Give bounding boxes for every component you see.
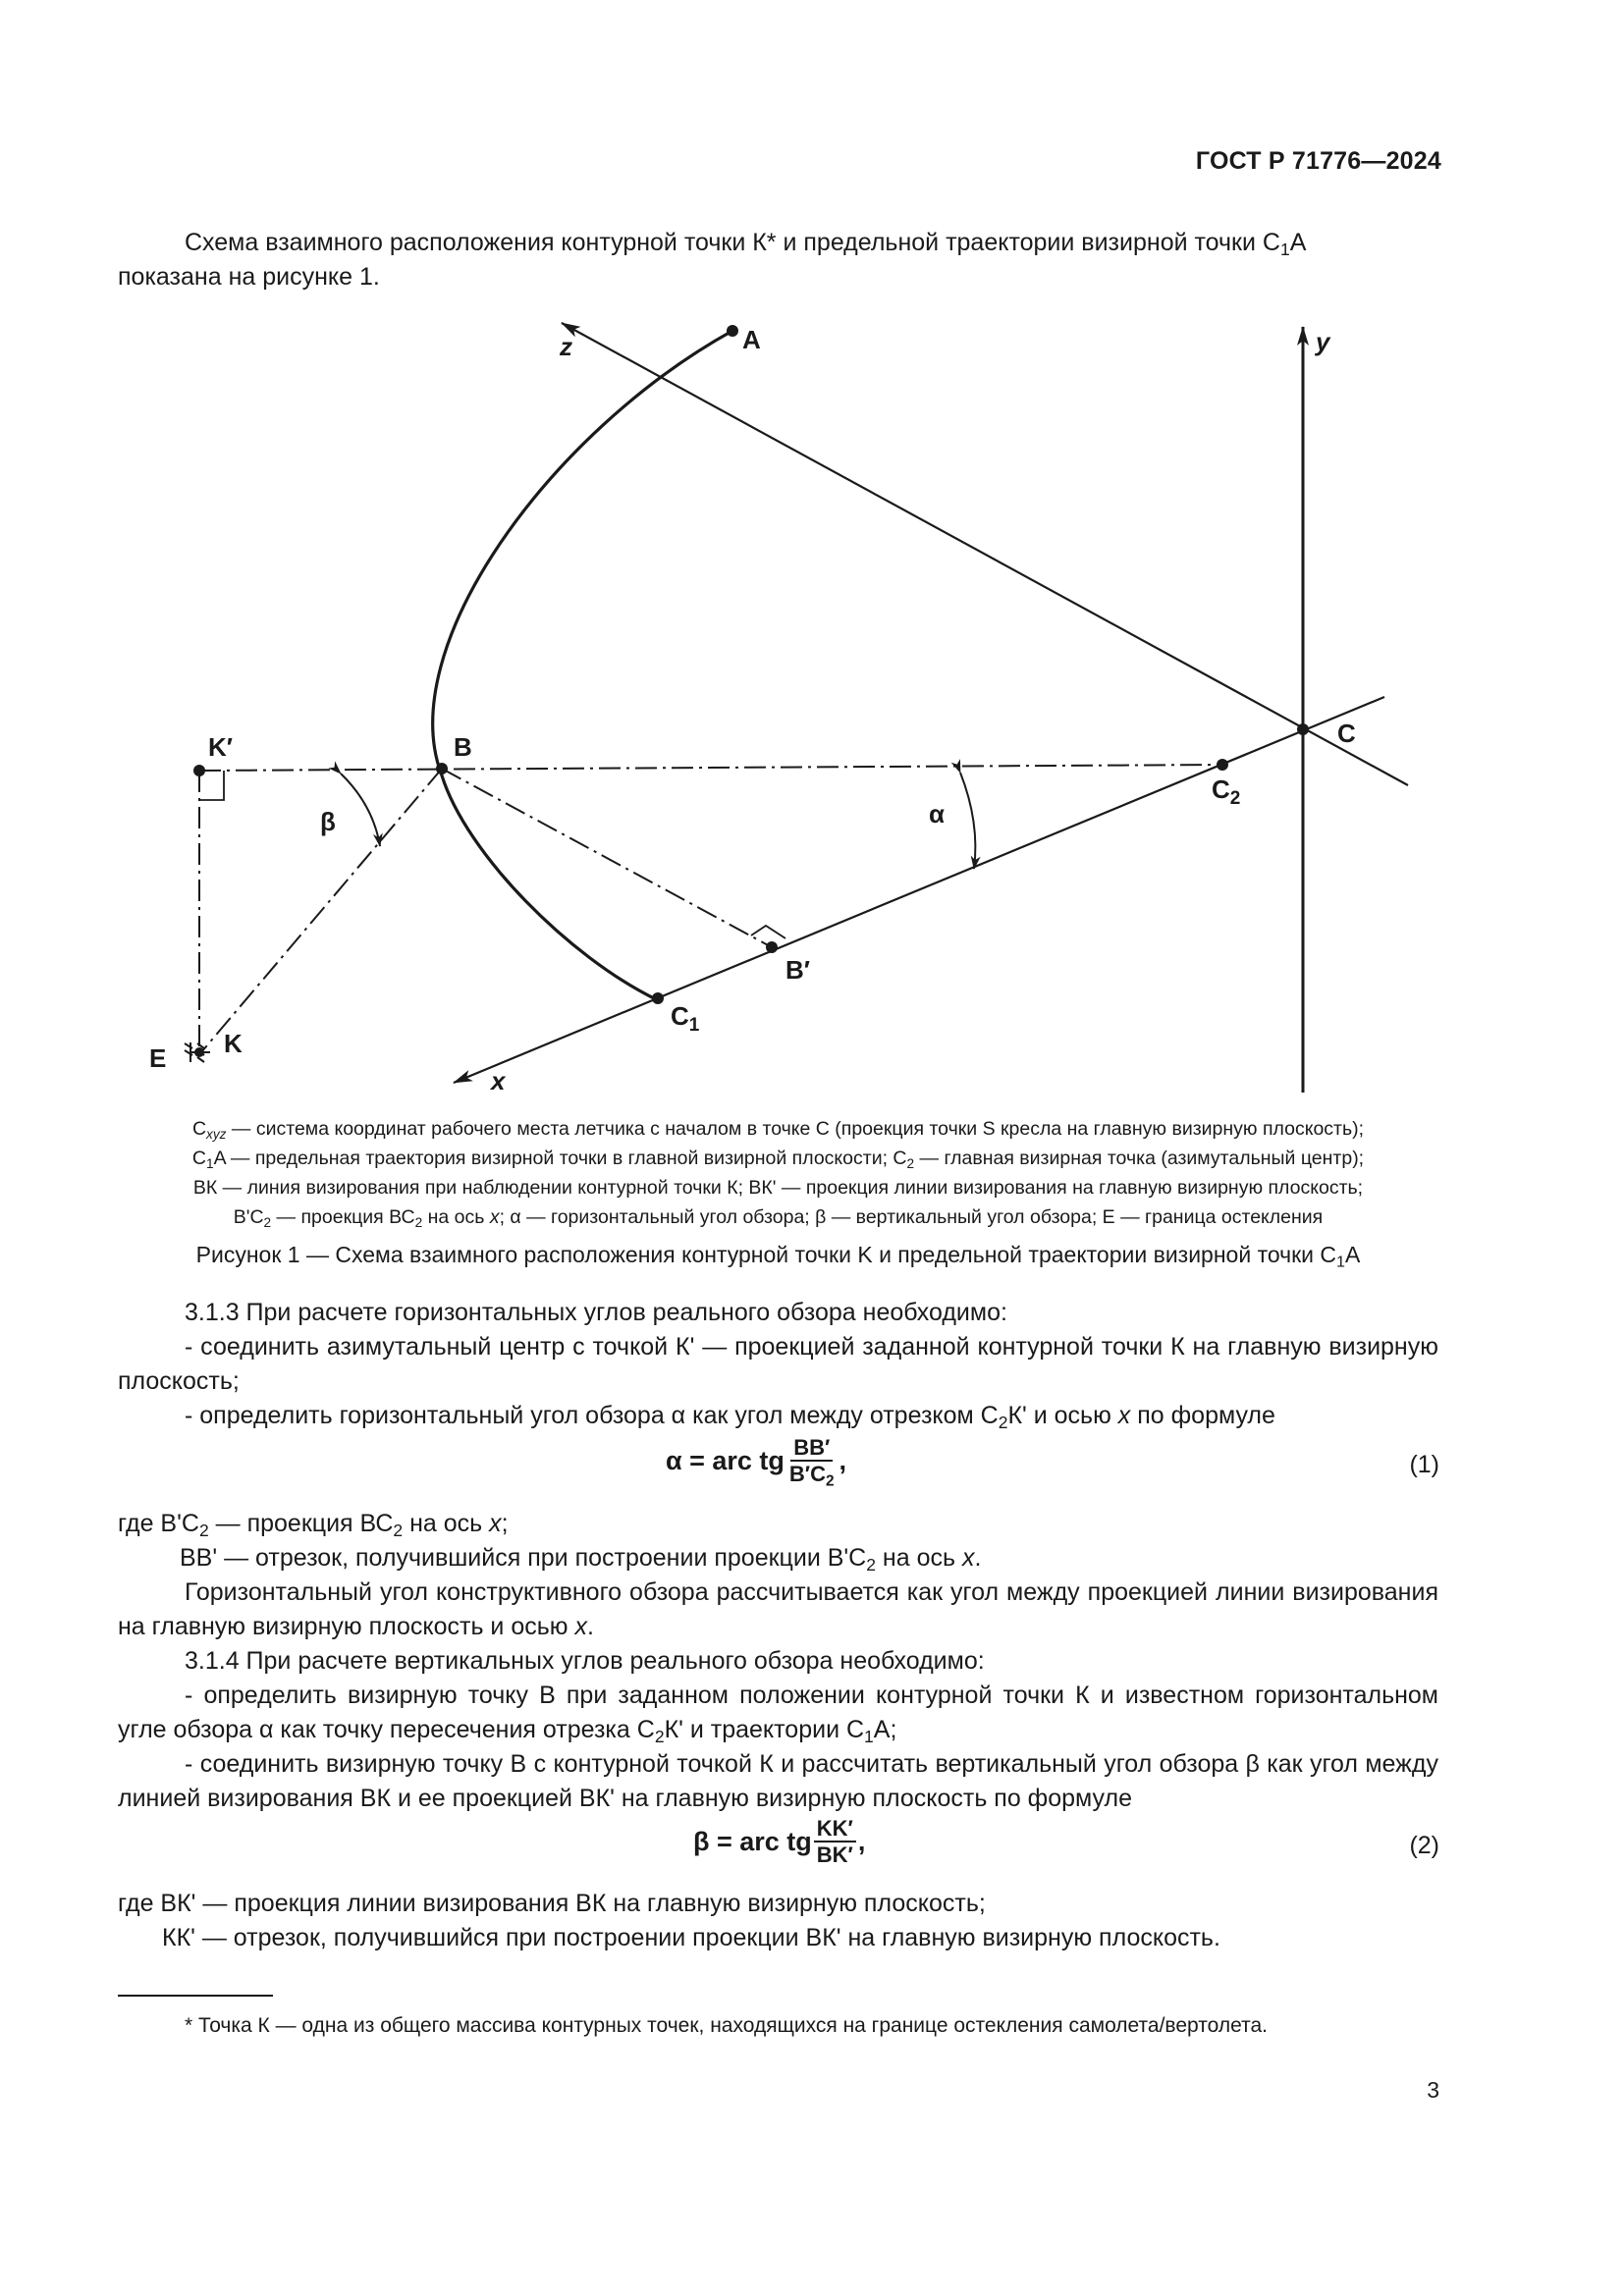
formula-1-lhs: α = arc tg bbox=[666, 1445, 785, 1475]
formula-2-tail: , bbox=[857, 1826, 866, 1856]
intro-text-2: А bbox=[1289, 229, 1307, 256]
formula-1-fraction bbox=[786, 1435, 838, 1490]
where-1-line-2: ВВ' — отрезок, получившийся при построении проекции $В'С_2$ на ось x. bbox=[180, 1544, 982, 1575]
constructive-view-paragraph: Горизонтальный угол конструктивного обзора рассчитывается как угол между проекцией линии визирования на главную визирную плоскость и осью x. bbox=[118, 1578, 1438, 1640]
intro-sub: 1 bbox=[1279, 239, 1290, 259]
formula-2-numerator: KK′ bbox=[814, 1816, 856, 1842]
label-b: B bbox=[454, 732, 472, 762]
trajectory-c1a bbox=[433, 331, 732, 999]
footnote: * Точка К — одна из общего массива контурных точек, находящихся на границе остекления самолета/вертолета. bbox=[185, 2014, 1268, 2037]
formula-2-lhs: β = arc tg bbox=[693, 1826, 812, 1856]
intro-paragraph-cont: показана на рисунке 1. bbox=[118, 263, 380, 291]
label-k: K bbox=[224, 1029, 243, 1058]
section-3-1-4-item-2: - соединить визирную точку В с контурной точкой К и рассчитать вертикальный угол обзора β как угол между линией визирования ВК и ее проекцией ВК' на главную визирную плоскость по формуле bbox=[118, 1750, 1438, 1812]
label-bprime: B′ bbox=[785, 955, 811, 985]
point-b bbox=[436, 763, 448, 774]
figure-title: Рисунок 1 — Схема взаимного расположения контурной точки K и предельной траектории визирной точки $С_1А$ bbox=[195, 1242, 1361, 1271]
formula-1-numerator: BB′ bbox=[790, 1435, 833, 1462]
right-angle-bprime bbox=[751, 926, 785, 938]
point-bprime bbox=[766, 941, 778, 953]
label-x: x bbox=[491, 1066, 506, 1095]
figure-legend bbox=[118, 1114, 1438, 1232]
intro-text-1: Схема взаимного расположения контурной точки К* и предельной траектории визирной точки С bbox=[185, 229, 1280, 256]
label-c: C bbox=[1337, 719, 1356, 748]
section-3-1-4-heading: 3.1.4 При расчете вертикальных углов реального обзора необходимо: bbox=[185, 1647, 985, 1675]
section-3-1-3-heading: 3.1.3 При расчете горизонтальных углов реального обзора необходимо: bbox=[185, 1299, 1007, 1326]
formula-1-tail: , bbox=[839, 1445, 847, 1475]
where-2-line-2: КК' — отрезок, получившийся при построении проекции ВК' на главную визирную плоскость. bbox=[162, 1924, 1220, 1951]
label-alpha: α bbox=[929, 799, 945, 828]
formula-2-number: (2) bbox=[1409, 1832, 1439, 1859]
alpha-arc bbox=[960, 773, 975, 869]
line-b-bprime bbox=[442, 769, 772, 947]
figure-1-diagram bbox=[0, 0, 1624, 1109]
label-c1: $C_1$ bbox=[671, 1001, 700, 1036]
document-id: ГОСТ Р 71776—2024 bbox=[1195, 147, 1441, 175]
point-c1 bbox=[652, 992, 664, 1004]
formula-1-denominator: $B'C_2$ bbox=[788, 1462, 835, 1490]
label-z: z bbox=[560, 332, 572, 361]
line-kprime-c2 bbox=[199, 765, 1222, 771]
formula-2-fraction bbox=[814, 1816, 856, 1867]
where-1-line-1: где $В'С_2$ — проекция $ВС_2$ на ось x; bbox=[118, 1510, 509, 1540]
point-a bbox=[727, 325, 738, 337]
formula-1-number: (1) bbox=[1409, 1451, 1439, 1478]
z-axis bbox=[562, 323, 1408, 785]
legend-line-1: $C_{xyz}$ — система координат рабочего места летчика с началом в точке С (проекция точки S кресла на главную визирную плоскость); bbox=[191, 1118, 1365, 1142]
label-a: A bbox=[742, 325, 761, 354]
beta-arc bbox=[341, 774, 380, 846]
section-3-1-3-item-1: - соединить азимутальный центр с точкой К' — проекцией заданной контурной точки К на главную визирную плоскость; bbox=[118, 1333, 1438, 1395]
legend-line-2: $C_1A$ — предельная траектория визирной точки в главной визирной плоскости; $C_2$ — главная визирная точка (азимутальный центр); bbox=[191, 1148, 1365, 1171]
point-c bbox=[1297, 723, 1309, 735]
section-3-1-3-item-2: - определить горизонтальный угол обзора α как угол между отрезком $С_2К'$ и осью x по формуле bbox=[185, 1402, 1275, 1432]
legend-line-3: ВК — линия визирования при наблюдении контурной точки К; ВК' — проекция линии визирования на главную визирную плоскость; bbox=[192, 1177, 1364, 1199]
formula-1 bbox=[666, 1435, 847, 1490]
label-c2: $C_2$ bbox=[1212, 774, 1241, 809]
section-3-1-4-item-1: - определить визирную точку В при заданном положении контурной точки К и известном горизонтальном угле обзора α как точку пересечения отрезка $С_2К'$ и траектории $С_1А$; bbox=[118, 1682, 1438, 1746]
formula-2-denominator: BK′ bbox=[816, 1842, 853, 1867]
footnote-separator bbox=[118, 1995, 273, 1997]
label-c1-sub: 1 bbox=[688, 1015, 700, 1036]
point-c2 bbox=[1217, 759, 1228, 771]
page-number: 3 bbox=[1427, 2077, 1439, 2103]
formula-2 bbox=[693, 1816, 865, 1867]
where-2-line-1: где ВК' — проекция линии визирования ВК на главную визирную плоскость; bbox=[118, 1890, 986, 1917]
label-beta: β bbox=[320, 807, 336, 836]
label-c2-sub: 2 bbox=[1229, 788, 1241, 809]
label-kprime: K′ bbox=[208, 732, 234, 762]
legend-line-4: $В'С_2$ — проекция $ВС_2$ на ось x; α — горизонтальный угол обзора; β — вертикальный угол обзора; Е — граница остекления bbox=[233, 1206, 1324, 1230]
label-e: E bbox=[149, 1043, 167, 1073]
label-y: y bbox=[1316, 327, 1330, 356]
point-k bbox=[194, 1047, 204, 1057]
point-kprime bbox=[193, 765, 205, 776]
x-axis bbox=[454, 697, 1384, 1083]
